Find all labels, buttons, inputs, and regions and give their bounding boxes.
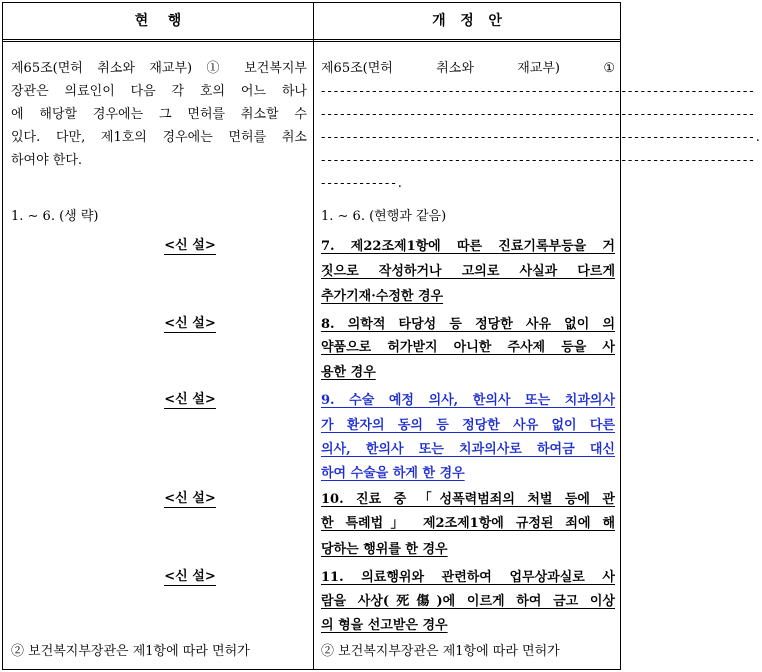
revised-item11-line: 람을 사상(死傷)에 이르게 하여 금고 이상: [321, 594, 615, 609]
current-article-line: 장관은 의료인이 다음 각 호의 어느 하나: [11, 84, 307, 99]
revised-item9-line: 의사, 한의사 또는 치과의사로 하여금 대신: [321, 442, 615, 457]
revised-items: 1. ∼ 6. (현행과 같음): [321, 209, 447, 224]
new-label: <신 설>: [164, 491, 216, 506]
new-label: <신 설>: [164, 392, 216, 407]
revised-item7-line: 추가기재·수정한 경우: [321, 289, 444, 304]
revised-item8-line: 용한 경우: [321, 365, 376, 380]
revised-item9-line: 9. 수술 예정 의사, 한의사 또는 치과의사: [321, 393, 615, 408]
revised-item10-line: 한 특례법」 제2조제1항에 규정된 죄에 해: [321, 516, 615, 531]
current-article-line: 제65조(면허 취소와 재교부) ① 보건복지부: [11, 61, 307, 76]
comparison-table: [2, 2, 762, 670]
revised-item9-line: 하여 수술을 하게 한 경우: [321, 466, 465, 481]
revised-item8-line: 8. 의학적 타당성 등 정당한 사유 없이 의: [321, 317, 615, 332]
revised-dash-line: --------------------------------------------------------------------: [321, 153, 756, 168]
new-label: <신 설>: [164, 238, 216, 253]
revised-item8-line: 약품으로 허가받지 아니한 주사제 등을 사: [321, 340, 615, 355]
current-article-line: 하여야 한다.: [11, 153, 83, 168]
revised-dash-line: --------------------------------------------------------------------.: [321, 130, 762, 145]
revised-item11-line: 11. 의료행위와 관련하여 업무상과실로 사: [321, 570, 615, 585]
revised-dash-line: --------------------------------------------------------------------: [321, 84, 756, 99]
column-divider: [313, 3, 314, 669]
header-revised: 개 정 안: [432, 13, 502, 29]
revised-article-head: 제65조(면허 취소와 재교부) ①: [321, 61, 615, 76]
revised-item10-line: 10. 진료 중 「성폭력범죄의 처벌 등에 관: [321, 492, 615, 507]
revised-dash-line: ------------.: [321, 176, 404, 191]
current-items: 1. ∼ 6. (생 략): [11, 209, 99, 224]
new-label: <신 설>: [164, 316, 216, 331]
revised-item7-line: 짓으로 작성하거나 고의로 사실과 다르게: [321, 264, 615, 279]
revised-item10-line: 당하는 행위를 한 경우: [321, 542, 448, 557]
current-paragraph-2: ② 보건복지부장관은 제1항에 따라 면허가: [11, 644, 250, 659]
current-article-line: 있다. 다만, 제1호의 경우에는 면허를 취소: [11, 130, 307, 145]
revised-paragraph-2: ② 보건복지부장관은 제1항에 따라 면허가: [321, 644, 560, 659]
revised-item9-line: 가 환자의 동의 등 정당한 사유 없이 다른: [321, 418, 615, 433]
revised-item11-line: 의 형을 선고받은 경우: [321, 618, 448, 633]
header-divider: [3, 39, 620, 42]
new-label: <신 설>: [164, 569, 216, 584]
revised-dash-line: --------------------------------------------------------------------: [321, 107, 756, 122]
current-article-line: 에 해당할 경우에는 그 면허를 취소할 수: [11, 107, 307, 122]
revised-item7-line: 7. 제22조제1항에 따른 진료기록부등을 거: [321, 239, 615, 254]
header-current: 현 행: [134, 13, 182, 29]
